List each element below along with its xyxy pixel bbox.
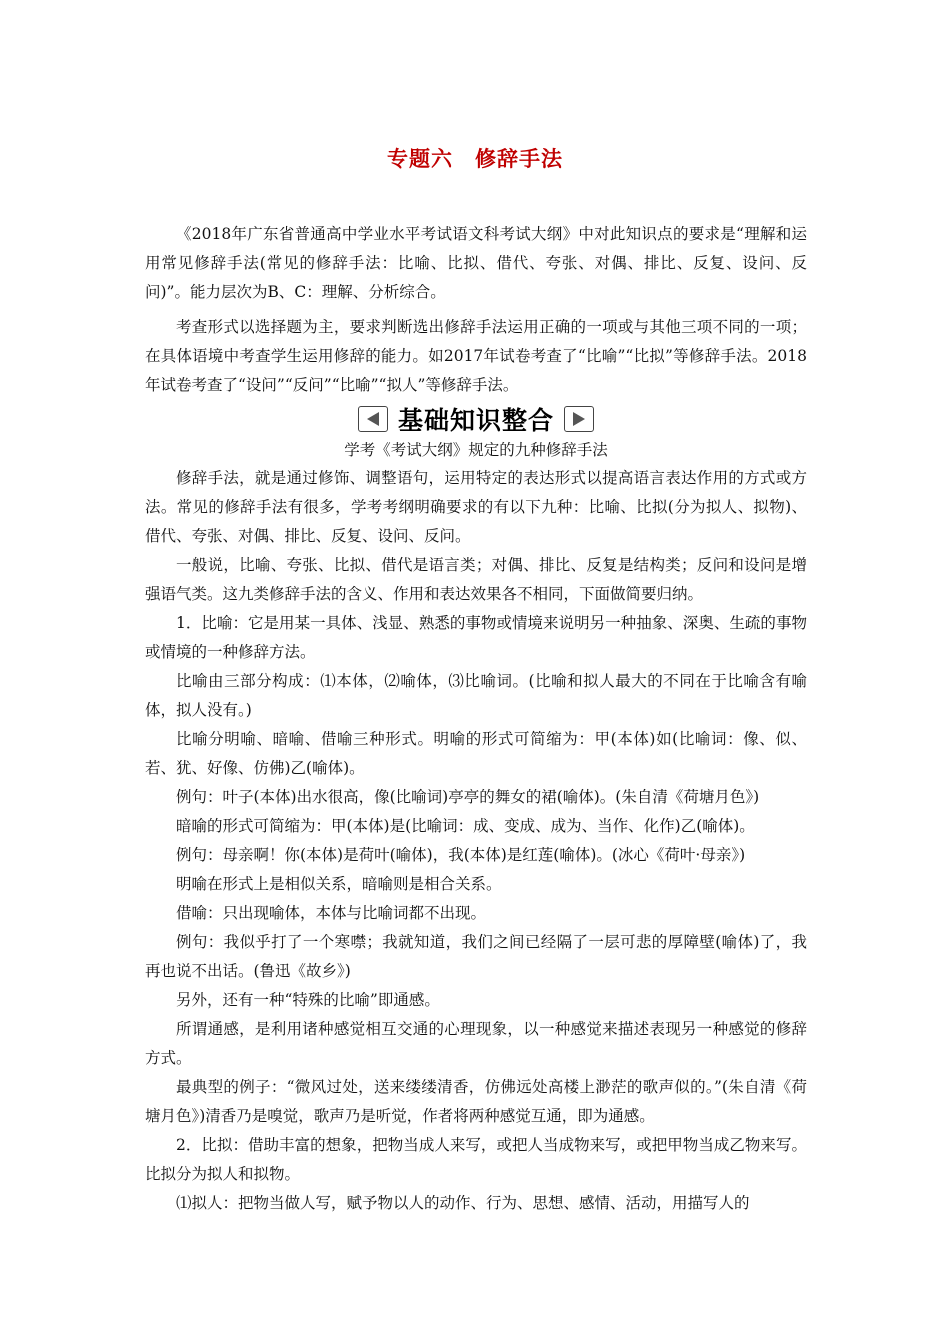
content-paragraph: 例句：叶子(本体)出水很高，像(比喻词)亭亭的舞女的裙(喻体)。(朱自清《荷塘月色》) bbox=[176, 788, 760, 806]
content-paragraph: ⑴拟人：把物当做人写，赋予物以人的动作、行为、思想、感情、活动，用描写人的 bbox=[176, 1194, 750, 1212]
content-paragraph: 所谓通感，是利用诸种感觉相互交通的心理现象，以一种感觉来描述表现另一种感觉的修辞方式。 bbox=[145, 1020, 807, 1067]
content-paragraph: 比喻分明喻、暗喻、借喻三种形式。明喻的形式可简缩为：甲(本体)如(比喻词：像、似、若、犹、好像、仿佛)乙(喻体)。 bbox=[145, 730, 807, 777]
section-banner-title: 基础知识整合 bbox=[397, 406, 554, 435]
triangle-right-icon bbox=[564, 406, 594, 432]
section-subtitle: 学考《考试大纲》规定的九种修辞手法 bbox=[344, 441, 608, 459]
content-paragraph: 例句：我似乎打了一个寒噤；我就知道，我们之间已经隔了一层可悲的厚障壁(喻体)了，我再也说不出话。(鲁迅《故乡》) bbox=[145, 933, 807, 980]
content-paragraph: 比喻由三部分构成：⑴本体，⑵喻体，⑶比喻词。(比喻和拟人最大的不同在于比喻含有喻体，拟人没有。) bbox=[145, 672, 807, 719]
section-banner bbox=[145, 402, 807, 436]
intro-paragraph-1: 《2018年广东省普通高中学业水平考试语文科考试大纲》中对此知识点的要求是“理解和运用常见修辞手法(常见的修辞手法：比喻、比拟、借代、夸张、对偶、排比、反复、设问、反问)”。能力层次为B、C：理解、分析综合。 bbox=[145, 225, 807, 301]
content-paragraph: 修辞手法，就是通过修饰、调整语句，运用特定的表达形式以提高语言表达作用的方式或方法。常见的修辞手法有很多，学考考纲明确要求的有以下九种：比喻、比拟(分为拟人、拟物)、借代、夸张、对偶、排比、反复、设问、反问。 bbox=[145, 469, 807, 545]
content-paragraph: 暗喻的形式可简缩为：甲(本体)是(比喻词：成、变成、成为、当作、化作)乙(喻体)。 bbox=[176, 817, 755, 835]
intro-paragraph-2: 考查形式以选择题为主，要求判断选出修辞手法运用正确的一项或与其他三项不同的一项；在具体语境中考查学生运用修辞的能力。如2017年试卷考查了“比喻”“比拟”等修辞手法。2018年试卷考查了“设问”“反问”“比喻”“拟人”等修辞手法。 bbox=[145, 318, 807, 394]
content-paragraph: 明喻在形式上是相似关系，暗喻则是相合关系。 bbox=[176, 875, 502, 893]
document-body bbox=[145, 220, 807, 1218]
page-title: 专题六 修辞手法 bbox=[387, 147, 563, 171]
content-paragraph: 最典型的例子：“微风过处，送来缕缕清香，仿佛远处高楼上渺茫的歌声似的。”(朱自清《荷塘月色》)清香乃是嗅觉，歌声乃是听觉，作者将两种感觉互通，即为通感。 bbox=[145, 1078, 807, 1125]
content-paragraph: 另外，还有一种“特殊的比喻”即通感。 bbox=[176, 991, 440, 1009]
content-paragraph: 1．比喻：它是用某一具体、浅显、熟悉的事物或情境来说明另一种抽象、深奥、生疏的事物或情境的一种修辞方法。 bbox=[145, 614, 807, 661]
triangle-left-icon bbox=[358, 406, 388, 432]
content-paragraph: 例句：母亲啊！你(本体)是荷叶(喻体)，我(本体)是红莲(喻体)。(冰心《荷叶·母亲》) bbox=[176, 846, 746, 864]
content-paragraph: 一般说，比喻、夸张、比拟、借代是语言类；对偶、排比、反复是结构类；反问和设问是增强语气类。这九类修辞手法的含义、作用和表达效果各不相同，下面做简要归纳。 bbox=[145, 556, 807, 603]
content-paragraph: 2．比拟：借助丰富的想象，把物当成人来写，或把人当成物来写，或把甲物当成乙物来写。比拟分为拟人和拟物。 bbox=[145, 1136, 807, 1183]
content-paragraph: 借喻：只出现喻体，本体与比喻词都不出现。 bbox=[176, 904, 487, 922]
